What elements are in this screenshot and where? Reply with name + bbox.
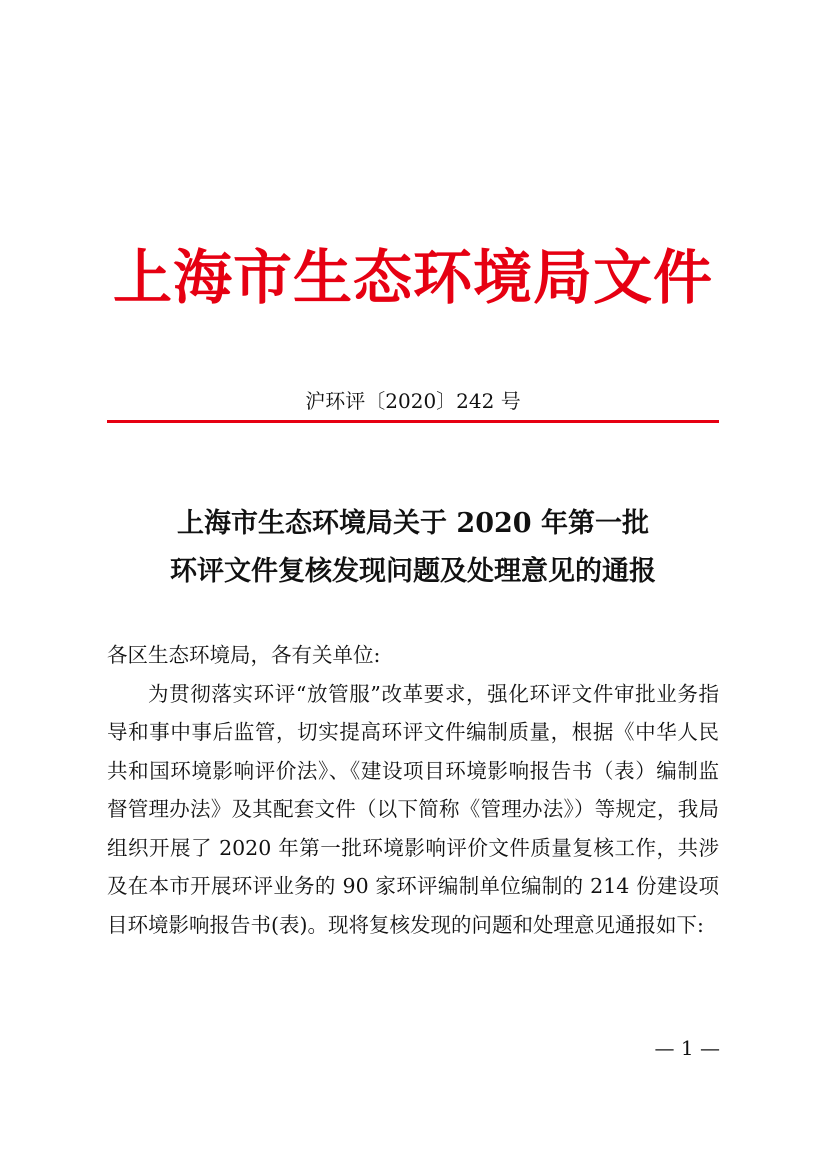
red-divider-line: [107, 420, 719, 423]
body-text: [107, 636, 719, 944]
document-number: 沪环评〔2020〕242 号: [305, 389, 521, 413]
body-paragraph: 为贯彻落实环评“放管服”改革要求，强化环评文件审批业务指导和事中事后监管，切实提高环评文件编制质量，根据《中华人民共和国环境影响评价法》、《建设项目环境影响报告书（表）编制监督管理办法》及其配套文件（以下简称《管理办法》）等规定，我局组织开展了 2020 年第一批环境影响评价文件质量复核工作，共涉及在本市开展环评业务的 90 家环评编制单位编制的 214 份建设项目环境影响报告书(表)。现将复核发现的问题和处理意见通报如下:: [107, 681, 719, 937]
masthead-title: 上海市生态环境局文件: [112, 243, 713, 312]
notice-title: [60, 500, 766, 596]
page-number: — 1 —: [654, 1036, 720, 1060]
salutation: 各区生态环境局，各有关单位:: [107, 643, 381, 667]
notice-title-line2: 环评文件复核发现问题及处理意见的通报: [170, 556, 656, 587]
notice-title-line1: 上海市生态环境局关于 2020 年第一批: [177, 508, 649, 539]
